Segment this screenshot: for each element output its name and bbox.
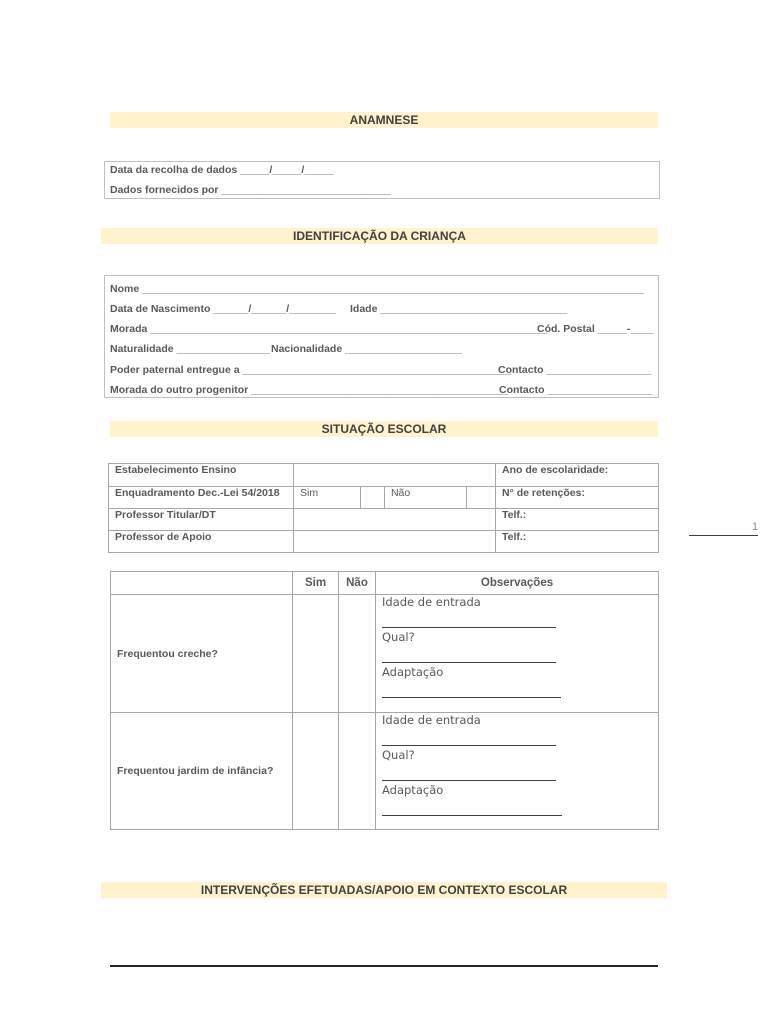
situacao-table <box>108 463 659 553</box>
morada-field[interactable]: Morada ____________________________________________________________________ <box>110 323 548 335</box>
estabelecimento-label: Estabelecimento Ensino <box>109 464 294 487</box>
naturalidade-field[interactable]: Naturalidade ________________ <box>110 343 270 355</box>
bottom-divider <box>110 965 658 967</box>
creche-label: Frequentou creche? <box>111 595 293 713</box>
contacto2-field[interactable]: Contacto __________________ <box>499 384 653 396</box>
creche-idade-label: Idade de entrada <box>382 595 481 609</box>
table-row <box>111 595 659 713</box>
jardim-qual-line[interactable] <box>382 762 556 781</box>
retencoes-label: N° de retenções: <box>496 487 659 509</box>
enquadramento-sim-box[interactable] <box>360 487 384 509</box>
frequencia-header-empty <box>111 572 293 595</box>
enquadramento-sim-label: Sim <box>294 487 361 509</box>
recolha-fornecidos-field[interactable]: Dados fornecidos por _____________________________ <box>110 184 391 196</box>
frequencia-header-obs: Observações <box>376 572 659 595</box>
poder-paternal-field[interactable]: Poder paternal entregue a ______________________________________________ <box>110 364 512 376</box>
cod-postal-field[interactable]: Cód. Postal _____-____ <box>537 323 654 335</box>
idade-field[interactable]: Idade ________________________________ <box>350 303 568 315</box>
table-row <box>111 713 659 830</box>
creche-nao-cell[interactable] <box>339 595 376 713</box>
creche-idade-line[interactable] <box>382 609 556 628</box>
jardim-label: Frequentou jardim de infância? <box>111 713 293 830</box>
section-title-intervencoes: INTERVENÇÕES EFETUADAS/APOIO EM CONTEXTO ESCOLAR <box>101 882 667 898</box>
page-number: 1 <box>752 521 759 533</box>
jardim-adaptacao-label: Adaptação <box>382 783 444 797</box>
professor-apoio-label: Professor de Apoio <box>109 531 294 553</box>
creche-adaptacao-label: Adaptação <box>382 665 444 679</box>
creche-adaptacao-line[interactable] <box>382 679 561 698</box>
jardim-sim-cell[interactable] <box>293 713 339 830</box>
nacionalidade-field[interactable]: Nacionalidade ____________________ <box>271 343 462 355</box>
professor-titular-label: Professor Titular/DT <box>109 509 294 531</box>
creche-qual-line[interactable] <box>382 644 556 663</box>
creche-obs-cell[interactable] <box>376 595 659 713</box>
creche-sim-cell[interactable] <box>293 595 339 713</box>
telf1-label: Telf.: <box>496 509 659 531</box>
jardim-obs-cell[interactable] <box>376 713 659 830</box>
recolha-data-field[interactable]: Data da recolha de dados _____/_____/_____ <box>110 164 334 176</box>
enquadramento-nao-box[interactable] <box>467 487 496 509</box>
nome-field[interactable]: Nome ______________________________________________________________________________________ <box>110 283 645 295</box>
estabelecimento-value[interactable] <box>294 464 496 487</box>
enquadramento-label: Enquadramento Dec.-Lei 54/2018 <box>109 487 294 509</box>
creche-qual-label: Qual? <box>382 630 415 644</box>
jardim-idade-line[interactable] <box>382 727 556 746</box>
page-marker-line <box>689 535 758 536</box>
section-title-situacao: SITUAÇÃO ESCOLAR <box>110 421 658 437</box>
jardim-nao-cell[interactable] <box>339 713 376 830</box>
professor-apoio-value[interactable] <box>294 531 496 553</box>
contacto1-field[interactable]: Contacto __________________ <box>498 364 652 376</box>
frequencia-table <box>110 571 659 830</box>
morada-outro-field[interactable]: Morada do outro progenitor ____________________________________________ <box>110 384 509 396</box>
frequencia-header-sim: Sim <box>293 572 339 595</box>
professor-titular-value[interactable] <box>294 509 496 531</box>
section-title-identificacao: IDENTIFICAÇÃO DA CRIANÇA <box>101 228 658 244</box>
nascimento-field[interactable]: Data de Nascimento ______/______/________ <box>110 303 336 315</box>
jardim-idade-label: Idade de entrada <box>382 713 481 727</box>
enquadramento-nao-label: Não <box>384 487 466 509</box>
jardim-adaptacao-line[interactable] <box>382 797 562 816</box>
jardim-qual-label: Qual? <box>382 748 415 762</box>
section-title-anamnese: ANAMNESE <box>110 112 658 128</box>
telf2-label: Telf.: <box>496 531 659 553</box>
frequencia-header-nao: Não <box>339 572 376 595</box>
ano-label: Ano de escolaridade: <box>496 464 659 487</box>
